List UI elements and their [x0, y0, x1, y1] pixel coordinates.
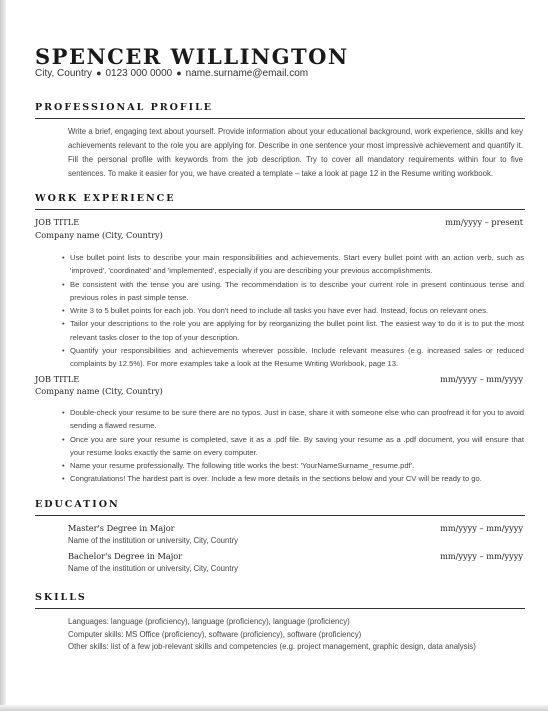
contact-line: [35, 68, 308, 79]
job-bullet: • Use bullet point lists to describe your main responsibilities and achievements. Start every bullet point with an action verb, such as 'improved', 'coordinated' and 'implemented', especially if you are describing your previous accomplishments.: [62, 251, 524, 278]
education-dates: mm/yyyy – mm/yyyy: [440, 523, 523, 533]
profile-text: Write a brief, engaging text about yourself. Provide information about your educational background, work experience, skills and key achievements relevant to the role you are applying for. Describe in one sentence your most impressive achievement and quantify it. Fill the personal profile with keywords from the job description. Try to cover all mandatory requirements within four to five sentences. To make it easier for you, we have created a template – take a look at page 12 in the Resume writing workbook.: [68, 127, 523, 178]
job-bullet: • Quantify your responsibilities and achievements wherever possible. Include relevant measures (e.g. increased sales or reduced complaints by 12.5%). For more examples take a look at the Resume Writing Workbook, page 13.: [62, 344, 524, 371]
job-bullet: • Congratulations! The hardest part is over. Include a few more details in the sections below and your CV will be ready to go.: [62, 472, 524, 485]
section-heading-education: EDUCATION: [35, 499, 525, 516]
job-bullet: • Be consistent with the tense you are using. The recommendation is to describe your current role in present continuous tense and previous roles in past simple tense.: [62, 278, 524, 305]
candidate-name: SPENCER WILLINGTON: [35, 44, 349, 69]
contact-phone: 0123 000 0000: [105, 68, 173, 79]
education-institution: Name of the institution or university, City, Country: [68, 564, 239, 573]
job-company: Company name (City, Country): [35, 386, 163, 396]
job-dates: mm/yyyy – present: [445, 217, 523, 227]
separator-dot: ●: [96, 68, 102, 78]
job-bullet-list: [62, 251, 524, 371]
job-bullet: • Tailor your descriptions to the role you are applying for by reorganizing the bullet point list. The easiest way to do it is to put the most relevant tasks closer to the top of your description.: [62, 317, 524, 344]
separator-dot: ●: [176, 68, 182, 78]
job-title: JOB TITLE: [35, 374, 80, 384]
section-heading-work: WORK EXPERIENCE: [35, 193, 525, 210]
job-bullet-list: [62, 406, 524, 486]
page-bottom-shadow: [0, 705, 548, 711]
education-dates: mm/yyyy – mm/yyyy: [440, 551, 523, 561]
education-degree: Bachelor's Degree in Major: [68, 551, 183, 561]
job-bullet: • Name your resume professionally. The following title works the best: 'YourNameSurname_resume.pdf'.: [62, 459, 524, 472]
job-bullet: • Double-check your resume to be sure there are no typos. Just in case, share it with someone else who can proofread it for you to avoid sending a flawed resume.: [62, 406, 524, 433]
section-heading-profile: PROFESSIONAL PROFILE: [35, 102, 525, 119]
job-title: JOB TITLE: [35, 217, 80, 227]
job-bullet: • Once you are sure your resume is completed, save it as a .pdf file. By saving your resume as a .pdf document, you will ensure that your resume looks exactly the same on every computer.: [62, 433, 524, 460]
page-edge-shadow: [0, 0, 6, 711]
job-company: Company name (City, Country): [35, 230, 163, 240]
contact-location: City, Country: [35, 68, 93, 79]
contact-email[interactable]: name.surname@email.com: [185, 68, 309, 79]
education-degree: Master's Degree in Major: [68, 523, 175, 533]
job-bullet: • Write 3 to 5 bullet points for each job. You don't need to include all tasks you have ever had. Instead, focus on relevant ones.: [62, 304, 524, 317]
skill-line-computer: Computer skills: MS Office (proficiency), software (proficiency), software (proficiency): [68, 630, 362, 639]
skill-line-other: Other skills: list of a few job-relevant skills and competencies (e.g. project management, graphic design, data analysis): [68, 642, 476, 651]
section-heading-skills: SKILLS: [35, 592, 525, 609]
skill-line-languages: Languages: language (proficiency), language (proficiency), language (proficiency): [68, 617, 350, 626]
education-institution: Name of the institution or university, City, Country: [68, 536, 239, 545]
job-dates: mm/yyyy – mm/yyyy: [440, 374, 523, 384]
